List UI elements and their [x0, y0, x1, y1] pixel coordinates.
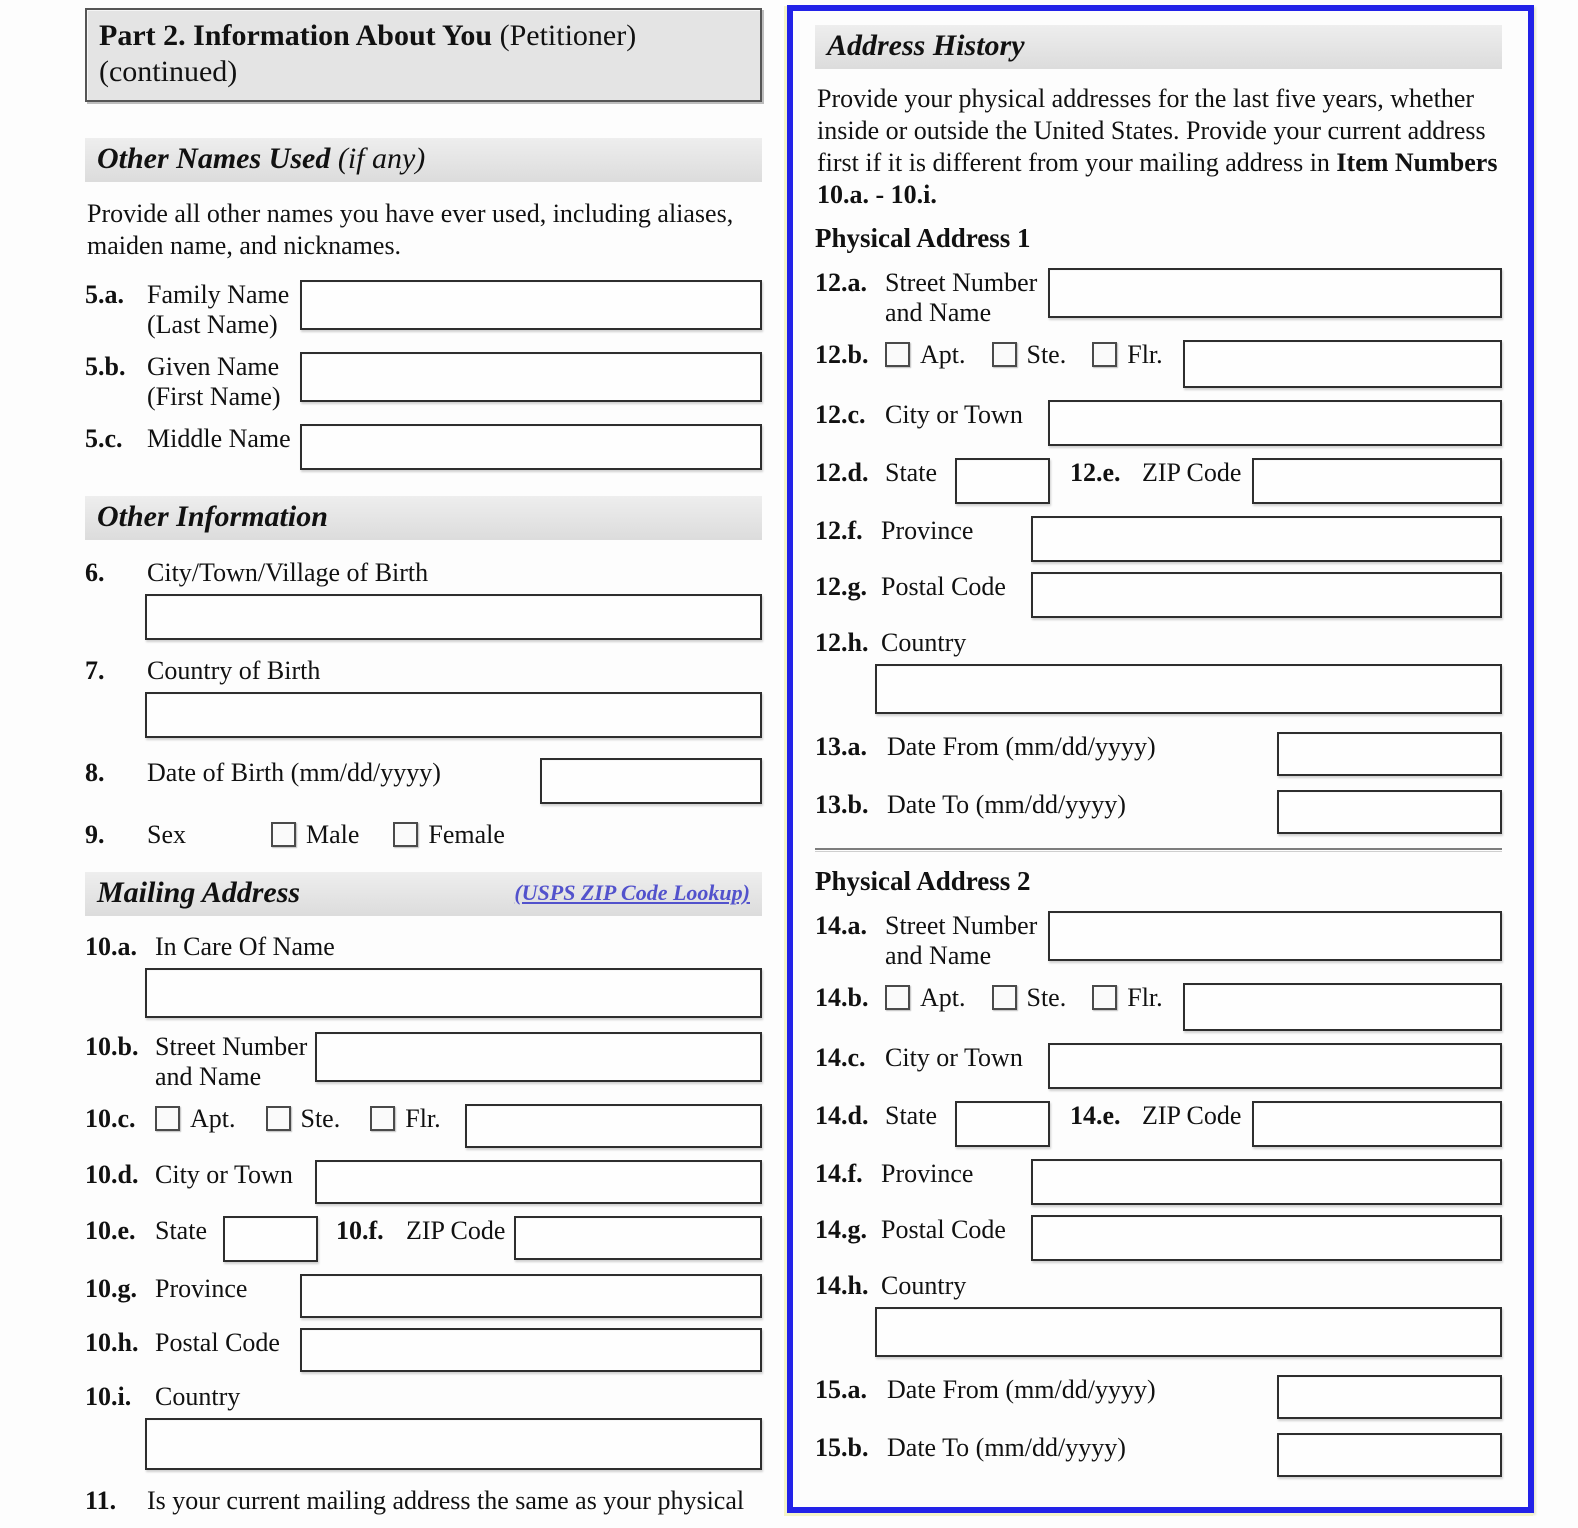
row-12h-label	[815, 628, 1502, 658]
pa2-city-or-town-input[interactable]	[1048, 1043, 1502, 1089]
label-5b: Given Name (First Name)	[147, 352, 281, 411]
label-12d: State	[885, 458, 937, 487]
label-14h: Country	[881, 1271, 967, 1300]
mailing-ste-checkbox[interactable]	[266, 1106, 291, 1131]
in-care-of-name-input[interactable]	[145, 968, 762, 1018]
label-14d: State	[885, 1101, 937, 1130]
item-number-14g: 14.g.	[815, 1215, 867, 1244]
pa2-state-input[interactable]	[955, 1101, 1050, 1147]
row-7-label	[85, 656, 762, 686]
mailing-country-input[interactable]	[145, 1418, 762, 1470]
row-12g	[815, 572, 1502, 618]
row-14f	[815, 1159, 1502, 1205]
label-14g: Postal Code	[881, 1215, 1006, 1244]
pa1-country-input[interactable]	[875, 664, 1502, 714]
item-number-12d: 12.d.	[815, 458, 869, 487]
family-name-input[interactable]	[300, 280, 762, 330]
pa1-ste-checkbox[interactable]	[992, 342, 1017, 367]
other-names-intro: Provide all other names you have ever used, including aliases, maiden name, and nicknames.	[87, 199, 734, 260]
part2-title: Part 2. Information About You	[99, 19, 493, 52]
row-12a	[815, 268, 1502, 328]
other-information-heading: Other Information	[97, 500, 328, 533]
label-15a: Date From (mm/dd/yyyy)	[887, 1375, 1156, 1404]
item-number-14b: 14.b.	[815, 983, 869, 1012]
pa1-postal-code-input[interactable]	[1031, 572, 1502, 618]
item-number-13a: 13.a.	[815, 732, 867, 761]
pa2-date-to-input[interactable]	[1277, 1433, 1502, 1477]
label-10e: State	[155, 1216, 207, 1245]
item-number-10e: 10.e.	[85, 1216, 136, 1245]
pa2-ste-checkbox[interactable]	[992, 985, 1017, 1010]
item-number-10d: 10.d.	[85, 1160, 139, 1189]
usps-zip-lookup-link[interactable]: (USPS ZIP Code Lookup)	[514, 880, 750, 905]
item-number-14e: 14.e.	[1070, 1101, 1121, 1130]
other-names-heading: Other Names Used (if any)	[97, 142, 426, 175]
row-12b	[815, 340, 1502, 388]
label-10d: City or Town	[155, 1160, 293, 1189]
pa1-state-input[interactable]	[955, 458, 1050, 504]
pa2-flr-label: Flr.	[1127, 983, 1163, 1012]
item-number-10b: 10.b.	[85, 1032, 139, 1061]
part2-header	[85, 8, 762, 102]
physical-address-divider	[815, 848, 1502, 852]
mailing-city-or-town-input[interactable]	[315, 1160, 762, 1204]
row-10h	[85, 1328, 762, 1372]
item-number-10i: 10.i.	[85, 1382, 132, 1411]
item-number-5c: 5.c.	[85, 424, 123, 453]
row-12d-12e	[815, 458, 1502, 504]
item-number-12f: 12.f.	[815, 516, 863, 545]
pa1-city-or-town-input[interactable]	[1048, 400, 1502, 446]
pa1-apt-ste-flr-number-input[interactable]	[1183, 340, 1502, 388]
mailing-apt-label: Apt.	[190, 1104, 236, 1133]
pa2-apt-label: Apt.	[920, 983, 966, 1012]
mailing-street-number-name-input[interactable]	[315, 1032, 762, 1082]
label-14e: ZIP Code	[1142, 1101, 1242, 1130]
label-14c: City or Town	[885, 1043, 1023, 1072]
label-12h: Country	[881, 628, 967, 657]
pa1-ste-label: Ste.	[1026, 340, 1067, 369]
label-12g: Postal Code	[881, 572, 1006, 601]
item-number-12h: 12.h.	[815, 628, 869, 657]
item-number-12e: 12.e.	[1070, 458, 1121, 487]
mailing-address-band	[85, 872, 762, 916]
row-8	[85, 758, 762, 804]
label-14f: Province	[881, 1159, 974, 1188]
left-column	[85, 8, 762, 1528]
pa2-apt-checkbox[interactable]	[885, 985, 910, 1010]
row-10d	[85, 1160, 762, 1204]
part2-petitioner: (Petitioner)	[492, 19, 637, 52]
item-number-15a: 15.a.	[815, 1375, 867, 1404]
pa2-province-input[interactable]	[1031, 1159, 1502, 1205]
row-10b	[85, 1032, 762, 1092]
row-13a	[815, 732, 1502, 776]
mailing-apt-checkbox[interactable]	[155, 1106, 180, 1131]
item-number-10c: 10.c.	[85, 1104, 136, 1133]
other-names-band	[85, 138, 762, 182]
item-number-7: 7.	[85, 656, 105, 685]
label-10a: In Care Of Name	[155, 932, 335, 961]
row-14a	[815, 911, 1502, 971]
female-label: Female	[428, 820, 505, 849]
given-name-input[interactable]	[300, 352, 762, 402]
item-number-11: 11.	[85, 1486, 117, 1515]
address-history-intro: Provide your physical addresses for the last five years, whether inside or outside the United States. Provide your current address first if it is different from your mailing address in Item Numbers 10.a. - 10.i.	[817, 84, 1498, 209]
physical-address-1-heading: Physical Address 1	[815, 223, 1031, 253]
item-number-10h: 10.h.	[85, 1328, 139, 1357]
item-number-12c: 12.c.	[815, 400, 866, 429]
row-14g	[815, 1215, 1502, 1261]
label-11: Is your current mailing address the same as your physical	[147, 1486, 745, 1515]
row-10a-label	[85, 932, 762, 962]
label-10g: Province	[155, 1274, 248, 1303]
row-5b	[85, 352, 762, 412]
row-9	[85, 820, 762, 850]
item-number-5a: 5.a.	[85, 280, 124, 309]
label-12a: Street Number and Name	[885, 268, 1038, 327]
row-10e-10f	[85, 1216, 762, 1262]
country-of-birth-input[interactable]	[145, 692, 762, 738]
pa2-postal-code-input[interactable]	[1031, 1215, 1502, 1261]
label-15b: Date To (mm/dd/yyyy)	[887, 1433, 1126, 1462]
row-11	[85, 1486, 762, 1516]
mailing-postal-code-input[interactable]	[300, 1328, 762, 1372]
item-number-15b: 15.b.	[815, 1433, 869, 1462]
row-14h-label	[815, 1271, 1502, 1301]
label-12f: Province	[881, 516, 974, 545]
mailing-apt-ste-flr-number-input[interactable]	[465, 1104, 762, 1148]
row-5c	[85, 424, 762, 470]
middle-name-input[interactable]	[300, 424, 762, 470]
item-number-10a: 10.a.	[85, 932, 137, 961]
mailing-ste-label: Ste.	[300, 1104, 341, 1133]
item-number-14f: 14.f.	[815, 1159, 863, 1188]
pa1-date-to-input[interactable]	[1277, 790, 1502, 834]
pa2-zip-code-input[interactable]	[1252, 1101, 1502, 1147]
address-history-highlighted-section	[787, 5, 1534, 1513]
pa1-flr-checkbox[interactable]	[1092, 342, 1117, 367]
address-history-heading: Address History	[827, 29, 1025, 62]
row-6-label	[85, 558, 762, 588]
mailing-flr-label: Flr.	[405, 1104, 441, 1133]
pa2-flr-checkbox[interactable]	[1092, 985, 1117, 1010]
part2-continued: (continued)	[99, 55, 238, 88]
male-label: Male	[306, 820, 360, 849]
label-13b: Date To (mm/dd/yyyy)	[887, 790, 1126, 819]
mailing-province-input[interactable]	[300, 1274, 762, 1318]
date-of-birth-input[interactable]	[540, 758, 762, 804]
label-14a: Street Number and Name	[885, 911, 1038, 970]
physical-address-2-heading: Physical Address 2	[815, 866, 1031, 896]
mailing-flr-checkbox[interactable]	[370, 1106, 395, 1131]
label-8: Date of Birth (mm/dd/yyyy)	[147, 758, 441, 787]
label-10b: Street Number and Name	[155, 1032, 308, 1091]
pa1-flr-label: Flr.	[1127, 340, 1163, 369]
label-10h: Postal Code	[155, 1328, 280, 1357]
pa2-date-from-input[interactable]	[1277, 1375, 1502, 1419]
label-7: Country of Birth	[147, 656, 321, 685]
pa2-apt-ste-flr-number-input[interactable]	[1183, 983, 1502, 1031]
item-number-14h: 14.h.	[815, 1271, 869, 1300]
item-number-6: 6.	[85, 558, 105, 587]
item-number-14d: 14.d.	[815, 1101, 869, 1130]
label-10f: ZIP Code	[406, 1216, 506, 1245]
label-5c: Middle Name	[147, 424, 291, 453]
pa2-country-input[interactable]	[875, 1307, 1502, 1357]
pa1-date-from-input[interactable]	[1277, 732, 1502, 776]
label-12e: ZIP Code	[1142, 458, 1242, 487]
row-5a	[85, 280, 762, 340]
pa1-apt-checkbox[interactable]	[885, 342, 910, 367]
male-checkbox[interactable]	[271, 822, 296, 847]
row-10g	[85, 1274, 762, 1318]
label-5a: Family Name (Last Name)	[147, 280, 290, 339]
item-number-14c: 14.c.	[815, 1043, 866, 1072]
row-15a	[815, 1375, 1502, 1419]
label-9-sex: Sex	[147, 820, 186, 849]
pa1-street-number-name-input[interactable]	[1048, 268, 1502, 318]
row-10c	[85, 1104, 762, 1148]
other-information-band	[85, 496, 762, 540]
row-13b	[815, 790, 1502, 834]
city-town-village-of-birth-input[interactable]	[145, 594, 762, 640]
label-10i: Country	[155, 1382, 241, 1411]
label-6: City/Town/Village of Birth	[147, 558, 429, 587]
pa2-ste-label: Ste.	[1026, 983, 1067, 1012]
row-12f	[815, 516, 1502, 562]
item-number-12a: 12.a.	[815, 268, 867, 297]
pa2-street-number-name-input[interactable]	[1048, 911, 1502, 961]
row-15b	[815, 1433, 1502, 1477]
item-number-8: 8.	[85, 758, 105, 787]
address-history-band	[815, 25, 1502, 69]
label-13a: Date From (mm/dd/yyyy)	[887, 732, 1156, 761]
item-number-13b: 13.b.	[815, 790, 869, 819]
pa1-apt-label: Apt.	[920, 340, 966, 369]
row-14c	[815, 1043, 1502, 1089]
female-checkbox[interactable]	[393, 822, 418, 847]
mailing-address-heading: Mailing Address	[97, 876, 301, 909]
row-10i-label	[85, 1382, 762, 1412]
mailing-zip-code-input[interactable]	[514, 1216, 762, 1260]
row-12c	[815, 400, 1502, 446]
row-14d-14e	[815, 1101, 1502, 1147]
item-number-10f: 10.f.	[336, 1216, 384, 1245]
item-number-10g: 10.g.	[85, 1274, 137, 1303]
pa1-zip-code-input[interactable]	[1252, 458, 1502, 504]
row-14b	[815, 983, 1502, 1031]
pa1-province-input[interactable]	[1031, 516, 1502, 562]
item-number-14a: 14.a.	[815, 911, 867, 940]
item-number-5b: 5.b.	[85, 352, 126, 381]
mailing-state-input[interactable]	[223, 1216, 318, 1262]
item-number-9: 9.	[85, 820, 105, 849]
item-number-12g: 12.g.	[815, 572, 867, 601]
label-12c: City or Town	[885, 400, 1023, 429]
item-number-12b: 12.b.	[815, 340, 869, 369]
